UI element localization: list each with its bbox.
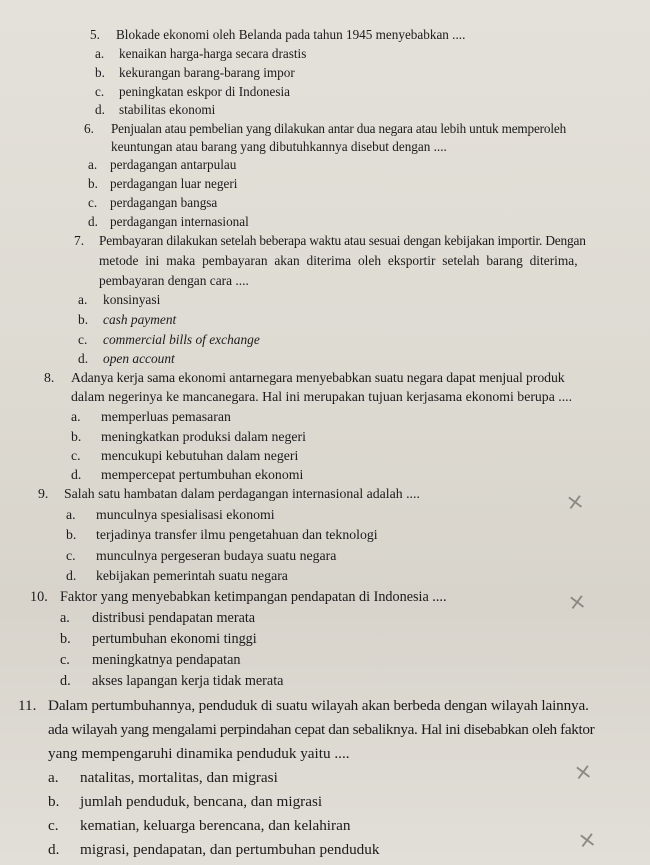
option-d[interactable] <box>95 102 215 118</box>
option-b[interactable] <box>95 65 295 81</box>
question-stem-line: Pembayaran dilakukan setelah beberapa waktu atau sesuai dengan kebijakan importir. Dengan <box>99 233 586 248</box>
option-text: akses lapangan kerja tidak merata <box>92 673 284 689</box>
option-text: perdagangan bangsa <box>110 195 218 210</box>
option-a[interactable] <box>78 292 160 308</box>
question-stem-line: keuntungan atau barang yang dibutuhkannya disebut dengan .... <box>111 139 447 154</box>
option-text: natalitas, mortalitas, dan migrasi <box>80 769 278 786</box>
option-text: konsinyasi <box>103 292 161 307</box>
question-stem-line: pembayaran dengan cara .... <box>99 273 249 288</box>
option-c[interactable] <box>95 84 290 100</box>
option-text: perdagangan antarpulau <box>110 157 237 172</box>
option-letter: a. <box>71 409 81 424</box>
option-letter: a. <box>60 610 70 626</box>
option-text: kematian, keluarga berencana, dan kelahiran <box>80 817 351 834</box>
option-text: memperluas pemasaran <box>101 409 231 424</box>
option-d[interactable] <box>60 673 283 690</box>
option-text: jumlah penduduk, bencana, dan migrasi <box>80 793 323 810</box>
question-number: 9. <box>38 486 49 501</box>
option-letter: a. <box>88 157 98 172</box>
question-stem-line: Salah satu hambatan dalam perdagangan internasional adalah .... <box>64 486 420 501</box>
option-c[interactable] <box>71 448 298 464</box>
option-text: kenaikan harga-harga secara drastis <box>119 46 307 61</box>
option-text: mencukupi kebutuhan dalam negeri <box>101 448 299 463</box>
option-b[interactable] <box>78 312 176 328</box>
question-stem-line: Dalam pertumbuhannya, penduduk di suatu wilayah akan berbeda dengan wilayah lainnya. <box>48 697 589 714</box>
option-letter: d. <box>60 673 71 689</box>
option-c[interactable] <box>66 548 336 564</box>
option-text: terjadinya transfer ilmu pengetahuan dan teknologi <box>96 527 378 542</box>
option-text: migrasi, pendapatan, dan pertumbuhan penduduk <box>80 841 380 858</box>
pencil-cross-mark-icon: × <box>564 488 587 517</box>
option-d[interactable] <box>78 351 175 367</box>
option-c[interactable] <box>60 652 241 669</box>
option-letter: a. <box>95 46 105 61</box>
question-number: 11. <box>18 697 37 714</box>
question-stem-line: metode ini maka pembayaran akan diterima oleh eksportir setelah barang diterima, <box>99 253 578 268</box>
option-letter: c. <box>71 448 81 463</box>
question-stem-line: Penjualan atau pembelian yang dilakukan antar dua negara atau lebih untuk memperoleh <box>111 121 567 136</box>
option-letter: c. <box>88 195 98 210</box>
option-d[interactable] <box>48 841 379 859</box>
option-a[interactable] <box>66 507 275 523</box>
option-letter: b. <box>60 631 71 647</box>
option-letter: b. <box>78 312 89 327</box>
option-b[interactable] <box>88 176 237 192</box>
option-letter: d. <box>95 102 105 117</box>
pencil-cross-mark-icon: × <box>576 826 599 855</box>
option-letter: b. <box>88 176 98 191</box>
option-c[interactable] <box>78 332 260 348</box>
option-a[interactable] <box>95 46 306 62</box>
option-letter: c. <box>95 84 105 99</box>
option-text: munculnya pergeseran budaya suatu negara <box>96 548 337 563</box>
option-text: cash payment <box>103 312 177 327</box>
option-d[interactable] <box>88 214 249 230</box>
option-letter: a. <box>66 507 76 522</box>
option-letter: b. <box>71 429 82 444</box>
question-number: 8. <box>44 370 55 385</box>
option-text: pertumbuhan ekonomi tinggi <box>92 631 257 647</box>
pencil-cross-mark-icon: × <box>566 588 589 617</box>
option-text: kekurangan barang-barang impor <box>119 65 295 80</box>
option-letter: b. <box>48 793 60 810</box>
option-text: distribusi pendapatan merata <box>92 610 256 626</box>
option-letter: c. <box>60 652 70 668</box>
option-letter: d. <box>66 568 77 583</box>
option-text: kebijakan pemerintah suatu negara <box>96 568 288 583</box>
question-stem-line: dalam negerinya ke mancanegara. Hal ini merupakan tujuan kerjasama ekonomi berupa .... <box>71 389 573 404</box>
question-stem-line: Adanya kerja sama ekonomi antarnegara menyebabkan suatu negara dapat menjual produk <box>71 370 565 385</box>
question-number: 10. <box>30 589 48 605</box>
option-letter: a. <box>48 769 59 786</box>
option-text: peningkatan eskpor di Indonesia <box>119 84 291 99</box>
question-stem-line: Blokade ekonomi oleh Belanda pada tahun 1945 menyebabkan .... <box>116 27 466 42</box>
option-a[interactable] <box>88 157 236 173</box>
option-letter: c. <box>78 332 88 347</box>
option-text: meningkatkan produksi dalam negeri <box>101 429 306 444</box>
option-b[interactable] <box>66 527 378 543</box>
option-text: commercial bills of exchange <box>103 332 260 347</box>
option-text: mempercepat pertumbuhan ekonomi <box>101 467 304 482</box>
option-text: meningkatnya pendapatan <box>92 652 241 668</box>
option-d[interactable] <box>66 568 288 584</box>
option-b[interactable] <box>48 793 322 811</box>
option-text: perdagangan luar negeri <box>110 176 238 191</box>
option-a[interactable] <box>48 769 278 787</box>
option-text: perdagangan internasional <box>110 214 249 229</box>
option-c[interactable] <box>48 817 350 835</box>
option-letter: d. <box>71 467 82 482</box>
option-letter: c. <box>48 817 59 834</box>
option-text: open account <box>103 351 175 366</box>
option-d[interactable] <box>71 467 303 483</box>
question-number: 6. <box>84 121 94 136</box>
option-letter: c. <box>66 548 76 563</box>
option-b[interactable] <box>71 429 306 445</box>
question-stem-line: yang mempengaruhi dinamika penduduk yaitu .... <box>48 745 350 762</box>
option-letter: d. <box>78 351 89 366</box>
option-letter: b. <box>95 65 105 80</box>
option-a[interactable] <box>60 610 255 627</box>
option-letter: a. <box>78 292 88 307</box>
option-b[interactable] <box>60 631 257 648</box>
option-c[interactable] <box>88 195 217 211</box>
option-letter: b. <box>66 527 77 542</box>
question-stem-line: ada wilayah yang mengalami perpindahan cepat dan sebaliknya. Hal ini disebabkan oleh faktor <box>48 721 595 738</box>
question-stem-line: Faktor yang menyebabkan ketimpangan pendapatan di Indonesia .... <box>60 589 447 605</box>
option-letter: d. <box>88 214 98 229</box>
option-a[interactable] <box>71 409 231 425</box>
option-text: stabilitas ekonomi <box>119 102 216 117</box>
question-number: 7. <box>74 233 85 248</box>
option-text: munculnya spesialisasi ekonomi <box>96 507 275 522</box>
option-letter: d. <box>48 841 60 858</box>
question-number: 5. <box>90 27 100 42</box>
pencil-cross-mark-icon: × <box>572 758 595 787</box>
